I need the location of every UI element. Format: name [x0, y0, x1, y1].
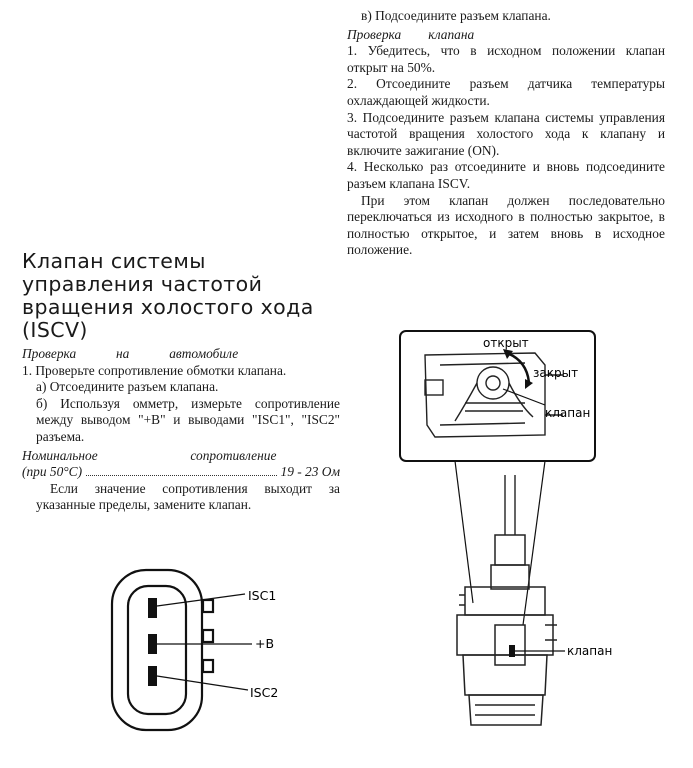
left-column — [22, 250, 340, 514]
nominal-resistance-row — [22, 464, 340, 481]
step-1a: а) Отсоедините разъем клапана. — [36, 379, 219, 395]
label-open: открыт — [483, 336, 529, 350]
label-isc1: ISC1 — [248, 588, 277, 603]
right-column — [347, 8, 665, 259]
step-1b: б) Используя омметр, измерьте сопротивление между выводом "+B" и выводами "ISC1", "ISC2" разъема. — [36, 395, 340, 444]
check-on-car-heading: Проверка на автомобиле — [22, 346, 239, 361]
nominal-resistance-heading: Номинальное сопротивление — [22, 447, 277, 463]
valve-step-4: 4. Несколько раз отсоедините и вновь подсоедините разъем клапана ISCV. — [347, 159, 665, 191]
wire-harness — [505, 475, 515, 535]
rotation-arrow-icon — [507, 353, 529, 383]
label-plus-b: +B — [255, 636, 275, 651]
label-valve-top: клапан — [545, 406, 591, 420]
projection-lines — [455, 461, 545, 625]
step-v-connect: в) Подсоедините разъем клапана. — [361, 8, 551, 23]
valve-marker — [509, 645, 515, 657]
label-valve-bottom: клапан — [567, 644, 613, 658]
arrow-head-icon — [503, 349, 533, 389]
pin-isc2 — [148, 666, 157, 686]
valve-step-4-note: При этом клапан должен последовательно переключаться из исходного в полностью закрытое, в полностью открытое, и затем вновь в исходное положение. — [347, 192, 665, 258]
replace-note: Если значение сопротивления выходит за указанные пределы, замените клапан. — [36, 480, 340, 513]
section-title: Клапан системы управления частотой вращения холостого хода (ISCV) — [22, 249, 314, 342]
temp-condition: (при 50°С) — [22, 464, 83, 480]
label-closed: закрыт — [533, 366, 579, 380]
check-valve-heading: Проверка клапана — [347, 26, 475, 42]
valve-step-3: 3. Подсоедините разъем клапана системы управления частотой вращения холостого хода к клапану и включите зажигание (ON). — [347, 109, 665, 158]
nominal-value: 19 - 23 Ом — [280, 464, 340, 480]
valve-step-1: 1. Убедитесь, что в исходном положении клапан открыт на 50%. — [347, 43, 665, 75]
label-isc2: ISC2 — [250, 685, 279, 700]
step-1: 1. Проверьте сопротивление обмотки клапана. — [22, 362, 287, 378]
valve-body-drawing — [457, 535, 557, 725]
valve-diagram — [395, 325, 680, 755]
pin-isc1 — [148, 598, 157, 618]
connector-body — [112, 570, 213, 730]
inset-frame — [400, 331, 595, 461]
pin-plus-b — [148, 634, 157, 654]
valve-step-2: 2. Отсоедините разъем датчика температуры охлаждающей жидкости. — [347, 76, 665, 108]
dot-leader — [86, 475, 276, 476]
connector-pins — [148, 598, 157, 686]
connector-diagram — [100, 560, 330, 740]
